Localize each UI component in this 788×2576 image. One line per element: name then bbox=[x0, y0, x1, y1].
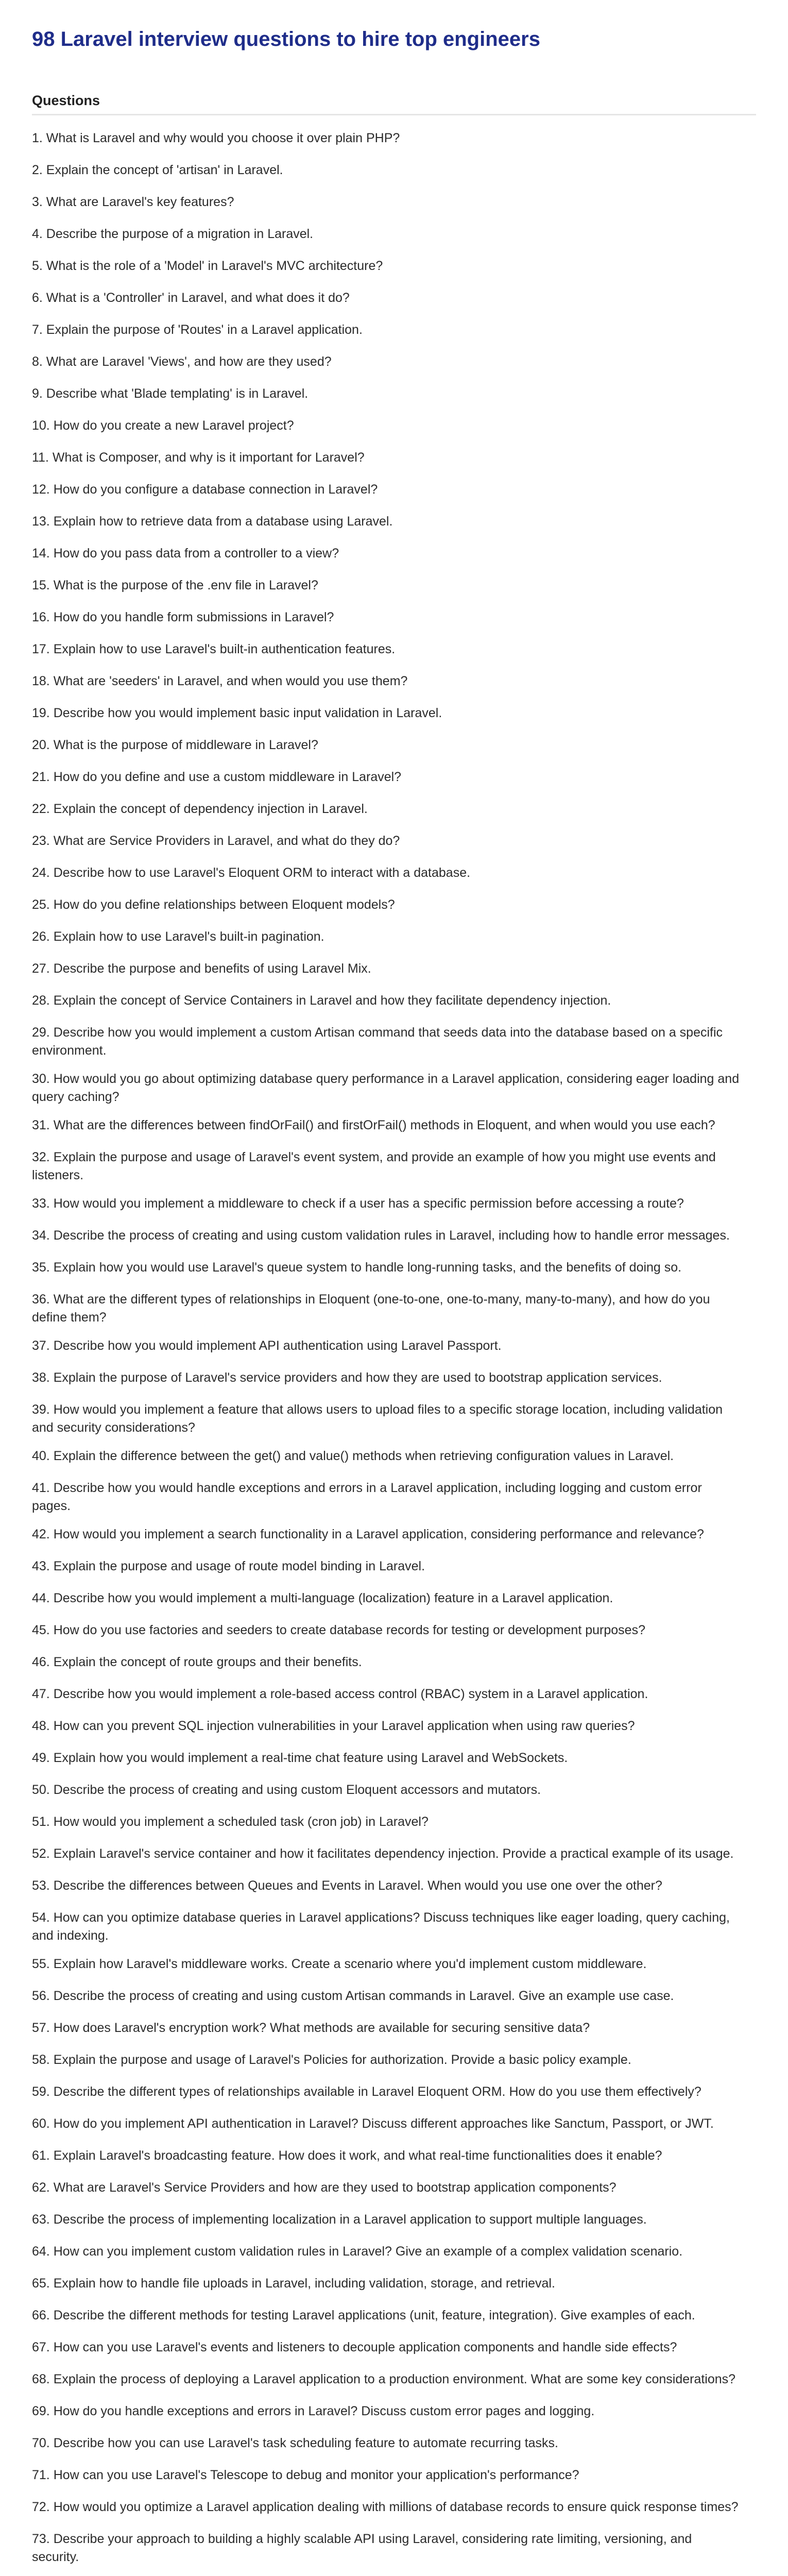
question-item: 9. Describe what 'Blade templating' is in Laravel. bbox=[32, 386, 309, 401]
question-item: 33. How would you implement a middleware to check if a user has a specific permission before accessing a route? bbox=[32, 1196, 684, 1211]
question-item: 17. Explain how to use Laravel's built-in authentication features. bbox=[32, 642, 396, 656]
question-item: 2. Explain the concept of 'artisan' in Laravel. bbox=[32, 163, 283, 177]
question-item: 66. Describe the different methods for testing Laravel applications (unit, feature, integration). Give examples of each. bbox=[32, 2308, 695, 2323]
question-item: 34. Describe the process of creating and using custom validation rules in Laravel, including how to handle error messages. bbox=[32, 1228, 730, 1243]
page-title: 98 Laravel interview questions to hire top engineers bbox=[32, 28, 540, 50]
question-item: 70. Describe how you can use Laravel's task scheduling feature to automate recurring tasks. bbox=[32, 2436, 558, 2450]
question-item: 61. Explain Laravel's broadcasting feature. How does it work, and what real-time functionalities does it enable? bbox=[32, 2148, 662, 2163]
question-item: 14. How do you pass data from a controller to a view? bbox=[32, 546, 339, 561]
question-item: 7. Explain the purpose of 'Routes' in a Laravel application. bbox=[32, 323, 363, 337]
question-item: 39. How would you implement a feature that allows users to upload files to a specific storage location, including validation and security considerations? bbox=[32, 1402, 723, 1435]
question-item: 56. Describe the process of creating and using custom Artisan commands in Laravel. Give an example use case. bbox=[32, 1989, 674, 2003]
question-item: 8. What are Laravel 'Views', and how are they used? bbox=[32, 354, 332, 369]
question-item: 65. Explain how to handle file uploads in Laravel, including validation, storage, and retrieval. bbox=[32, 2276, 555, 2291]
question-item: 67. How can you use Laravel's events and listeners to decouple application components and handle side effects? bbox=[32, 2340, 677, 2354]
question-item: 6. What is a 'Controller' in Laravel, and what does it do? bbox=[32, 291, 350, 305]
question-item: 44. Describe how you would implement a multi-language (localization) feature in a Laravel application. bbox=[32, 1591, 613, 1605]
question-item: 72. How would you optimize a Laravel application dealing with millions of database records to ensure quick response times? bbox=[32, 2500, 739, 2514]
question-item: 49. Explain how you would implement a real-time chat feature using Laravel and WebSockets. bbox=[32, 1751, 568, 1765]
question-item: 73. Describe your approach to building a highly scalable API using Laravel, considering rate limiting, versioning, and security. bbox=[32, 2532, 692, 2564]
question-item: 55. Explain how Laravel's middleware works. Create a scenario where you'd implement custom middleware. bbox=[32, 1957, 647, 1971]
question-item: 12. How do you configure a database connection in Laravel? bbox=[32, 482, 378, 497]
questions-list bbox=[32, 129, 756, 2576]
question-item: 21. How do you define and use a custom middleware in Laravel? bbox=[32, 770, 402, 784]
question-item: 15. What is the purpose of the .env file in Laravel? bbox=[32, 578, 318, 592]
question-item: 40. Explain the difference between the get() and value() methods when retrieving configuration values in Laravel. bbox=[32, 1449, 674, 1463]
question-item: 46. Explain the concept of route groups and their benefits. bbox=[32, 1655, 362, 1669]
question-item: 11. What is Composer, and why is it important for Laravel? bbox=[32, 450, 365, 465]
question-item: 5. What is the role of a 'Model' in Laravel's MVC architecture? bbox=[32, 259, 383, 273]
question-item: 26. Explain how to use Laravel's built-in pagination. bbox=[32, 929, 324, 944]
question-item: 4. Describe the purpose of a migration in Laravel. bbox=[32, 227, 314, 241]
question-item: 30. How would you go about optimizing database query performance in a Laravel application, considering eager loading and query caching? bbox=[32, 1072, 740, 1104]
question-item: 68. Explain the process of deploying a Laravel application to a production environment. What are some key considerations? bbox=[32, 2372, 736, 2386]
question-item: 41. Describe how you would handle exceptions and errors in a Laravel application, including logging and custom error pages. bbox=[32, 1481, 702, 1513]
question-item: 28. Explain the concept of Service Containers in Laravel and how they facilitate dependency injection. bbox=[32, 993, 611, 1008]
question-item: 54. How can you optimize database queries in Laravel applications? Discuss techniques like eager loading, query caching, and indexing. bbox=[32, 1910, 730, 1943]
question-item: 45. How do you use factories and seeders to create database records for testing or development purposes? bbox=[32, 1623, 645, 1637]
question-item: 50. Describe the process of creating and using custom Eloquent accessors and mutators. bbox=[32, 1783, 541, 1797]
question-item: 31. What are the differences between findOrFail() and firstOrFail() methods in Eloquent, and when would you use each? bbox=[32, 1118, 715, 1132]
question-item: 38. Explain the purpose of Laravel's service providers and how they are used to bootstrap application services. bbox=[32, 1370, 662, 1385]
question-item: 24. Describe how to use Laravel's Eloquent ORM to interact with a database. bbox=[32, 866, 471, 880]
question-item: 48. How can you prevent SQL injection vulnerabilities in your Laravel application when using raw queries? bbox=[32, 1719, 635, 1733]
question-item: 59. Describe the different types of relationships available in Laravel Eloquent ORM. How do you use them effectively? bbox=[32, 2084, 701, 2099]
question-item: 36. What are the different types of relationships in Eloquent (one-to-one, one-to-many, many-to-many), and how do you define them? bbox=[32, 1292, 710, 1325]
question-item: 29. Describe how you would implement a custom Artisan command that seeds data into the database based on a specific environment. bbox=[32, 1025, 723, 1058]
question-item: 19. Describe how you would implement basic input validation in Laravel. bbox=[32, 706, 442, 720]
question-item: 18. What are 'seeders' in Laravel, and when would you use them? bbox=[32, 674, 408, 688]
question-item: 35. Explain how you would use Laravel's queue system to handle long-running tasks, and the benefits of doing so. bbox=[32, 1260, 682, 1275]
question-item: 43. Explain the purpose and usage of route model binding in Laravel. bbox=[32, 1559, 425, 1573]
question-item: 60. How do you implement API authentication in Laravel? Discuss different approaches like Sanctum, Passport, or JWT. bbox=[32, 2116, 714, 2131]
question-item: 20. What is the purpose of middleware in Laravel? bbox=[32, 738, 318, 752]
question-item: 64. How can you implement custom validation rules in Laravel? Give an example of a complex validation scenario. bbox=[32, 2244, 683, 2259]
question-item: 69. How do you handle exceptions and errors in Laravel? Discuss custom error pages and logging. bbox=[32, 2404, 595, 2418]
question-item: 47. Describe how you would implement a role-based access control (RBAC) system in a Laravel application. bbox=[32, 1687, 648, 1701]
question-item: 3. What are Laravel's key features? bbox=[32, 195, 234, 209]
question-item: 42. How would you implement a search functionality in a Laravel application, considering performance and relevance? bbox=[32, 1527, 704, 1541]
question-item: 62. What are Laravel's Service Providers and how are they used to bootstrap application components? bbox=[32, 2180, 616, 2195]
question-item: 22. Explain the concept of dependency injection in Laravel. bbox=[32, 802, 368, 816]
question-item: 13. Explain how to retrieve data from a database using Laravel. bbox=[32, 514, 393, 529]
question-item: 23. What are Service Providers in Laravel, and what do they do? bbox=[32, 834, 400, 848]
question-item: 32. Explain the purpose and usage of Laravel's event system, and provide an example of how you might use events and listeners. bbox=[32, 1150, 716, 1182]
question-item: 25. How do you define relationships between Eloquent models? bbox=[32, 897, 395, 912]
question-item: 27. Describe the purpose and benefits of using Laravel Mix. bbox=[32, 961, 371, 976]
question-item: 1. What is Laravel and why would you choose it over plain PHP? bbox=[32, 131, 400, 145]
question-item: 10. How do you create a new Laravel project? bbox=[32, 418, 294, 433]
question-item: 51. How would you implement a scheduled task (cron job) in Laravel? bbox=[32, 1815, 429, 1829]
question-item: 16. How do you handle form submissions in Laravel? bbox=[32, 610, 334, 624]
question-item: 37. Describe how you would implement API authentication using Laravel Passport. bbox=[32, 1338, 502, 1353]
question-item: 52. Explain Laravel's service container and how it facilitates dependency injection. Provide a practical example of its usage. bbox=[32, 1846, 734, 1861]
question-item: 57. How does Laravel's encryption work? What methods are available for securing sensitive data? bbox=[32, 2021, 590, 2035]
question-item: 53. Describe the differences between Queues and Events in Laravel. When would you use one over the other? bbox=[32, 1878, 662, 1893]
question-item: 58. Explain the purpose and usage of Laravel's Policies for authorization. Provide a basic policy example. bbox=[32, 2053, 631, 2067]
section-heading: Questions bbox=[32, 93, 756, 115]
question-item: 63. Describe the process of implementing localization in a Laravel application to support multiple languages. bbox=[32, 2212, 647, 2227]
question-item: 71. How can you use Laravel's Telescope to debug and monitor your application's performance? bbox=[32, 2468, 579, 2482]
